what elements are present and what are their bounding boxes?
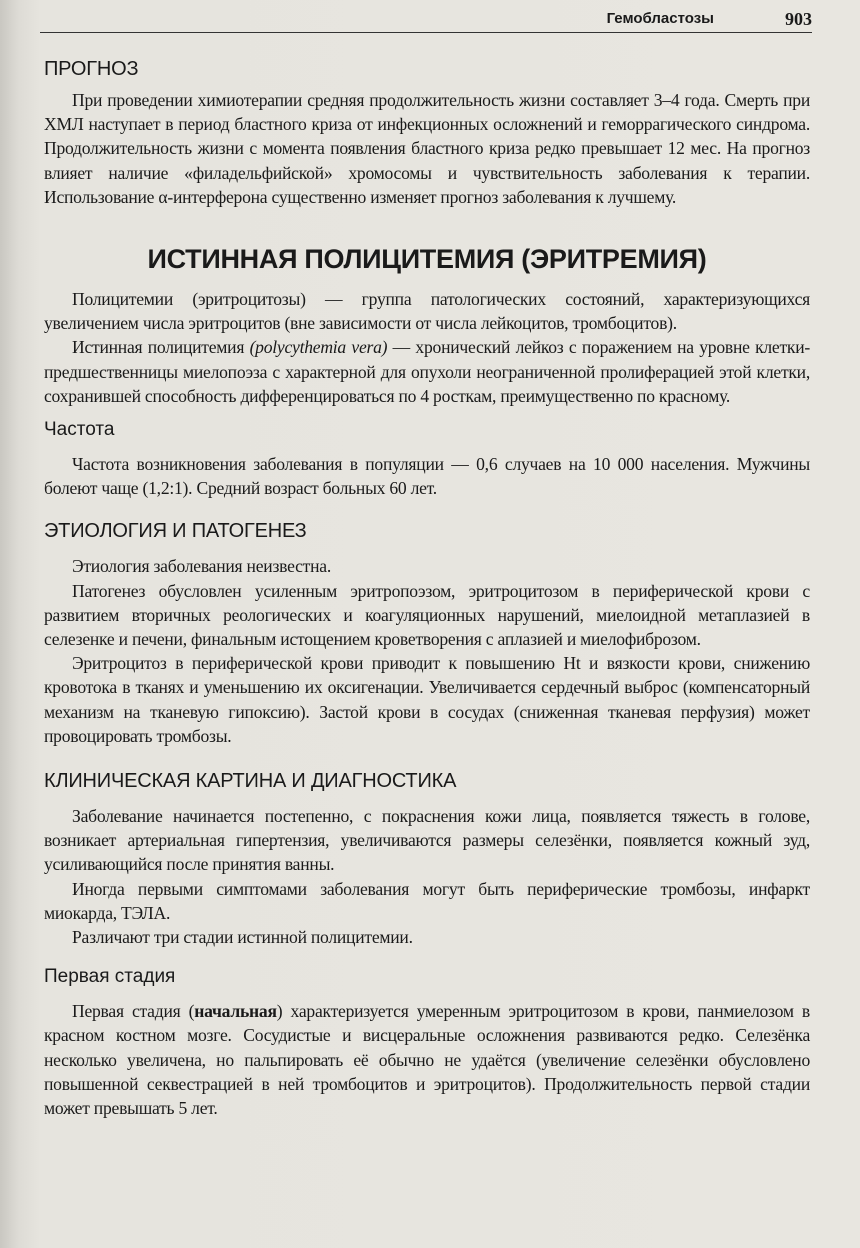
- section-heading-clinical: КЛИНИЧЕСКАЯ КАРТИНА И ДИАГНОСТИКА: [44, 770, 457, 793]
- section-heading-frequency: Частота: [44, 419, 115, 441]
- prognosis-paragraph: При проведении химиотерапии средняя продолжительность жизни составляет 3–4 года. Смерть при ХМЛ наступает в период бластного криза от инфекционных осложнений и геморрагического синдрома. Продолжительность жизни с момента появления бластного криза редко превышает 12 мес. На прогноз влияет наличие «филадельфийской» хромосомы и чувствительность заболевания к терапии. Использование α-интерферона существенно изменяет прогноз заболевания к лучшему.: [44, 90, 810, 207]
- text-fragment: Истинная полицитемия: [72, 337, 250, 358]
- latin-term: (polycythemia vera): [249, 337, 388, 358]
- text-fragment: — хронический лейкоз с поражением на уровне клетки-предшественницы миелопоэза с характерной для опухоли неограниченной пролиферацией этой клетки, сохранившей способность дифференцироваться по 4 росткам, преимущественно по красному.: [44, 337, 810, 406]
- text-fragment: Первая стадия (: [72, 1001, 195, 1022]
- etiology-paragraph-1: Этиология заболевания неизвестна.: [72, 556, 331, 577]
- chapter-paragraph-polycythemia-vera: [44, 335, 810, 408]
- running-title: Гемобластозы: [606, 10, 714, 27]
- section-heading-etiology: ЭТИОЛОГИЯ И ПАТОГЕНЕЗ: [44, 520, 307, 543]
- chapter-paragraph-definition: Полицитемии (эритроцитозы) — группа патологических состояний, характеризующихся увеличением числа эритроцитов (вне зависимости от числа лейкоцитов, тромбоцитов).: [44, 289, 810, 334]
- section-heading-stage-1: Первая стадия: [44, 966, 176, 988]
- running-head: [40, 6, 812, 33]
- emphasis-term: начальная: [194, 1001, 277, 1022]
- clinical-paragraph-2: Иногда первыми симптомами заболевания могут быть периферические тромбозы, инфаркт миокарда, ТЭЛА.: [44, 878, 810, 923]
- clinical-paragraph-3: Различают три стадии истинной полицитемии.: [72, 927, 413, 948]
- page-content: [44, 52, 810, 1120]
- text-fragment: ) характеризуется умеренным эритроцитозом в крови, панмиелозом в красном костном мозге. Сосудистые и висцеральные осложнения развиваются редко. Селезёнка несколько увеличена, но пальпировать её обычно не удаётся (увеличение селезёнки обусловлено повышенной секвестрацией в ней тромбоцитов и эритроцитов). Продолжительность первой стадии может превышать 5 лет.: [44, 1001, 810, 1119]
- etiology-paragraph-3: Эритроцитоз в периферической крови приводит к повышению Ht и вязкости крови, снижению кровотока в тканях и уменьшению их оксигенации. Увеличивается сердечный выброс (компенсаторный механизм на тканевую гипоксию). Застой крови в сосудах (сниженная тканевая перфузия) может провоцировать тромбозы.: [44, 653, 810, 746]
- section-heading-prognosis: ПРОГНОЗ: [44, 58, 139, 80]
- clinical-paragraph-1: Заболевание начинается постепенно, с покраснения кожи лица, появляется тяжесть в голове, возникает артериальная гипертензия, увеличиваются размеры селезёнки, появляется кожный зуд, усиливающийся после принятия ванны.: [44, 806, 810, 875]
- stage-1-paragraph: [44, 999, 810, 1120]
- etiology-paragraph-2: Патогенез обусловлен усиленным эритропоэзом, эритроцитозом в периферической крови с развитием вторичных реологических и коагуляционных нарушений, миелоидной метаплазией в селезенке и печени, финальным истощением кроветворения с аплазией и миелофиброзом.: [44, 580, 810, 650]
- page-number: 903: [785, 9, 812, 29]
- chapter-title: ИСТИННАЯ ПОЛИЦИТЕМИЯ (ЭРИТРЕМИЯ): [147, 244, 707, 275]
- frequency-paragraph: Частота возникновения заболевания в популяции — 0,6 случаев на 10 000 населения. Мужчины болеют чаще (1,2:1). Средний возраст больных 60 лет.: [44, 454, 810, 499]
